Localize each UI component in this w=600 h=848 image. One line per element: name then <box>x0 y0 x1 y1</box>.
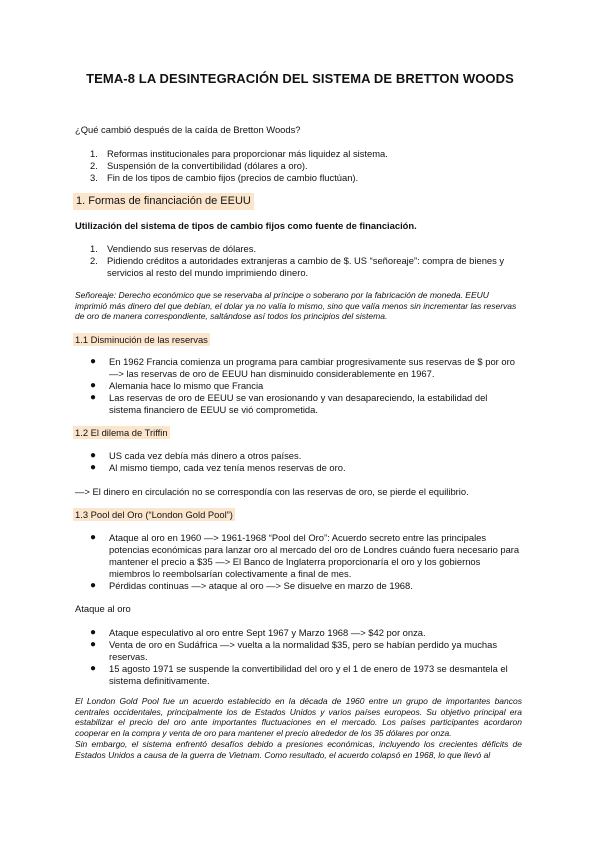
list-item: ● 15 agosto 1971 se suspende la convertibilidad del oro y el 1 de enero de 1973 se desmantela el sistema definitivamente. <box>90 663 508 686</box>
list-item: ● US cada vez debía más dinero a otros países. <box>90 450 302 461</box>
section12-list <box>75 450 522 474</box>
intro-question: ¿Qué cambió después de la caída de Bretton Woods? <box>75 124 301 135</box>
list-item: 1. Vendiendo sus reservas de dólares. <box>90 243 257 254</box>
intro-list <box>75 148 522 184</box>
page-title: TEMA-8 LA DESINTEGRACIÓN DEL SISTEMA DE BRETTON WOODS <box>86 71 514 86</box>
list-item: 1. Reformas institucionales para proporcionar más liquidez al sistema. <box>90 148 388 159</box>
list-item: ● Al mismo tiempo, cada vez tenía menos reservas de oro. <box>90 462 346 473</box>
list-item: ● Alemania hace lo mismo que Francia <box>90 380 264 391</box>
list-item: 3. Fin de los tipos de cambio fijos (precios de cambio fluctúan). <box>90 172 359 183</box>
attack-heading: Ataque al oro <box>75 603 131 614</box>
section-heading-1-2: 1.2 El dilema de Triffin <box>75 427 168 438</box>
section11-list <box>75 356 522 416</box>
section12-conclusion: —> El dinero en circulación no se correspondía con las reservas de oro, se pierde el equilibrio. <box>75 486 469 497</box>
closing-paragraph-2: Sin embargo, el sistema enfrentó desafíos debido a presiones económicas, incluyendo los crecientes déficits de Estados Unidos a causa de la guerra de Vietnam. Como resultado, el acuerdo colapsó en 1968, lo que llevó al <box>75 739 522 760</box>
list-item: ● En 1962 Francia comienza un programa para cambiar progresivamente sus reservas de $ por oro —> las reservas de oro de EEUU han disminuido considerablemente en 1967. <box>90 356 515 379</box>
section-heading-1-3: 1.3 Pool del Oro (“London Gold Pool”) <box>75 509 233 520</box>
section-heading-1: 1. Formas de financiación de EEUU <box>73 193 254 210</box>
list-item: 2. Suspensión de la convertibilidad (dólares a oro). <box>90 160 308 171</box>
closing-paragraph-1: El London Gold Pool fue un acuerdo establecido en la década de 1960 entre un grupo de importantes bancos centrales occidentales, principalmente los de Estados Unidos y varios países europeos. Su objetivo principal era estabilizar el precio del oro ante importantes fluctuaciones en el mercado. Los países participantes acordaron cooperar en la compra y venta de oro para mantener el precio alrededor de los 35 dólares por onza. <box>75 696 522 738</box>
list-item: ● Las reservas de oro de EEUU se van erosionando y van desapareciendo, la estabilidad del sistema financiero de EEUU se vió comprometida. <box>90 392 488 415</box>
list-item: ● Venta de oro en Sudáfrica —> vuelta a la normalidad $35, pero se habían perdido ya muchas reservas. <box>90 639 498 662</box>
list-item: ● Pérdidas continuas —> ataque al oro —> Se disuelve en marzo de 1968. <box>90 580 413 591</box>
attack-list <box>75 627 522 687</box>
section13-list <box>75 532 522 592</box>
section1-list <box>75 243 522 279</box>
list-item: 2. Pidiendo créditos a autoridades extranjeras a cambio de $. US “señoreaje”: compra de bienes y servicios al resto del mundo imprimiendo dinero. <box>90 255 505 278</box>
section-heading-1-1: 1.1 Disminución de las reservas <box>75 334 208 345</box>
senoreaje-note: Señoreaje: Derecho económico que se reservaba al príncipe o soberano por la fabricación de moneda. EEUU imprimió más dinero del que debían, el dolar ya no valía lo mismo, sino que valía menos sin incrementar las reservas de oro de manera correspondiente, saltándose así todos los principios del sistema. <box>75 290 517 322</box>
section1-lead: Utilización del sistema de tipos de cambio fijos como fuente de financiación. <box>75 220 417 231</box>
list-item: ● Ataque especulativo al oro entre Sept 1967 y Marzo 1968 —> $42 por onza. <box>90 627 426 638</box>
list-item: ● Ataque al oro en 1960 —> 1961-1968 “Pool del Oro”: Acuerdo secreto entre las principales potencias económicas para lanzar oro al mercado del oro de Londres cuándo fuera necesario para mantener el precio a $35 —> El Banco de Inglaterra proporcionaría el oro y los gobiernos miembros lo reembolsarían colectivamente a final de mes. <box>90 532 520 579</box>
